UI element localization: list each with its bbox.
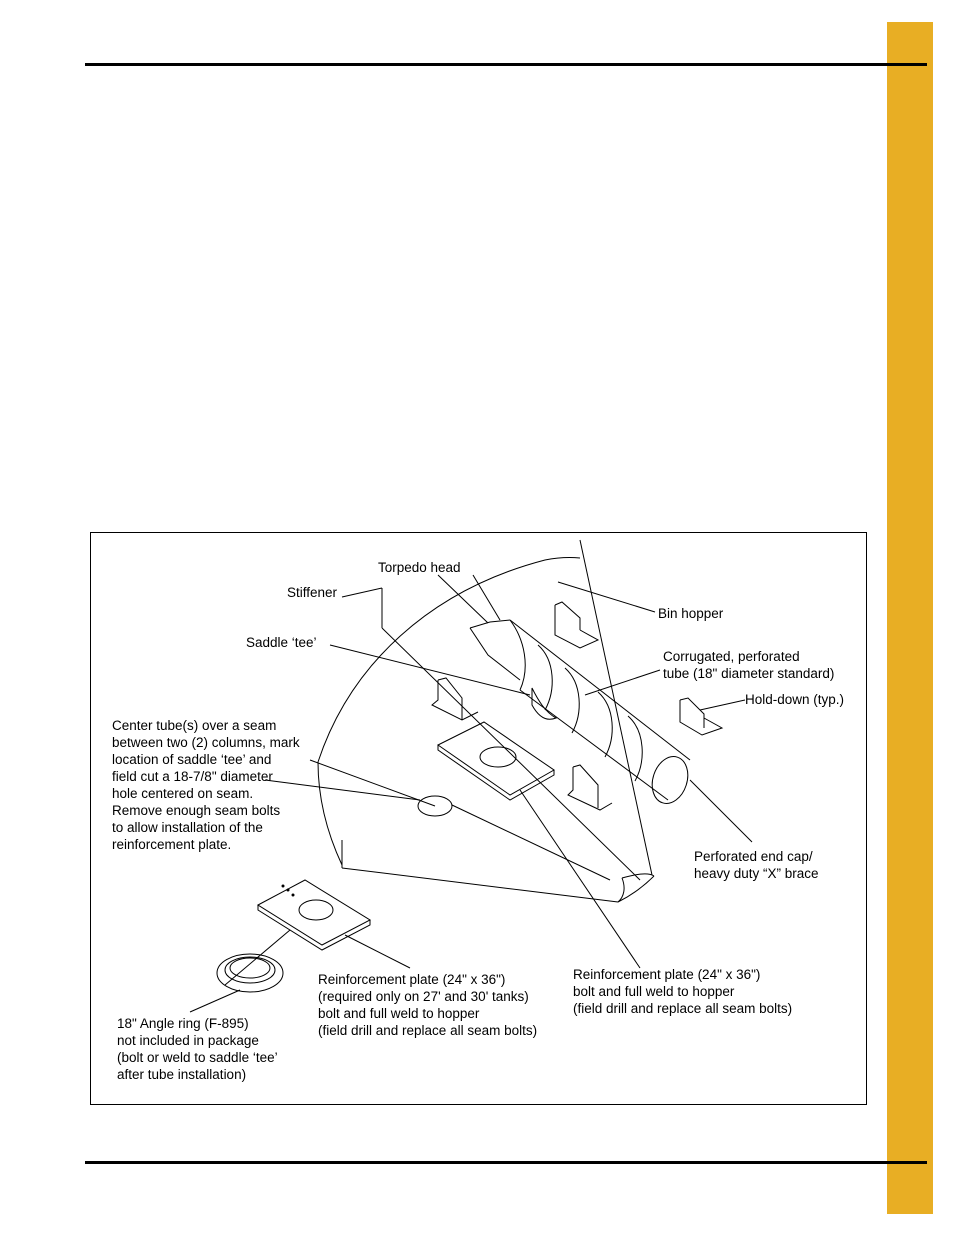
label-corrugated-tube: Corrugated, perforated tube (18" diameter standard) bbox=[663, 649, 835, 681]
label-hold-down: Hold-down (typ.) bbox=[745, 692, 845, 707]
label-stiffener: Stiffener bbox=[287, 585, 338, 600]
label-angle-ring: 18" Angle ring (F-895) not included in package (bolt or weld to saddle ‘tee’ after tube installation) bbox=[117, 1016, 278, 1082]
label-end-cap: Perforated end cap/ heavy duty “X” brace bbox=[694, 849, 819, 881]
label-bin-hopper: Bin hopper bbox=[658, 606, 724, 621]
label-reinforcement-plate-left: Reinforcement plate (24" x 36") (required only on 27' and 30' tanks) bolt and full weld to hopper (field drill and replace all seam bolts) bbox=[318, 972, 538, 1038]
label-torpedo-head: Torpedo head bbox=[378, 560, 461, 575]
hold-down-brackets bbox=[432, 602, 722, 810]
label-saddle-tee: Saddle ‘tee’ bbox=[246, 635, 317, 650]
reinforcement-plate-hopper bbox=[418, 722, 554, 816]
angle-ring bbox=[217, 954, 283, 992]
label-center-tube-note: Center tube(s) over a seam between two (2) columns, mark location of saddle ‘tee’ and field cut a 18-7/8" diameter hole centered on seam. Remove enough seam bolts to allow installation of the reinforcement plate. bbox=[112, 718, 300, 852]
bin-hopper-outline bbox=[318, 540, 654, 902]
label-reinforcement-plate-right: Reinforcement plate (24" x 36") bolt and full weld to hopper (field drill and replace all seam bolts) bbox=[573, 967, 793, 1016]
corrugated-tube bbox=[470, 620, 694, 808]
